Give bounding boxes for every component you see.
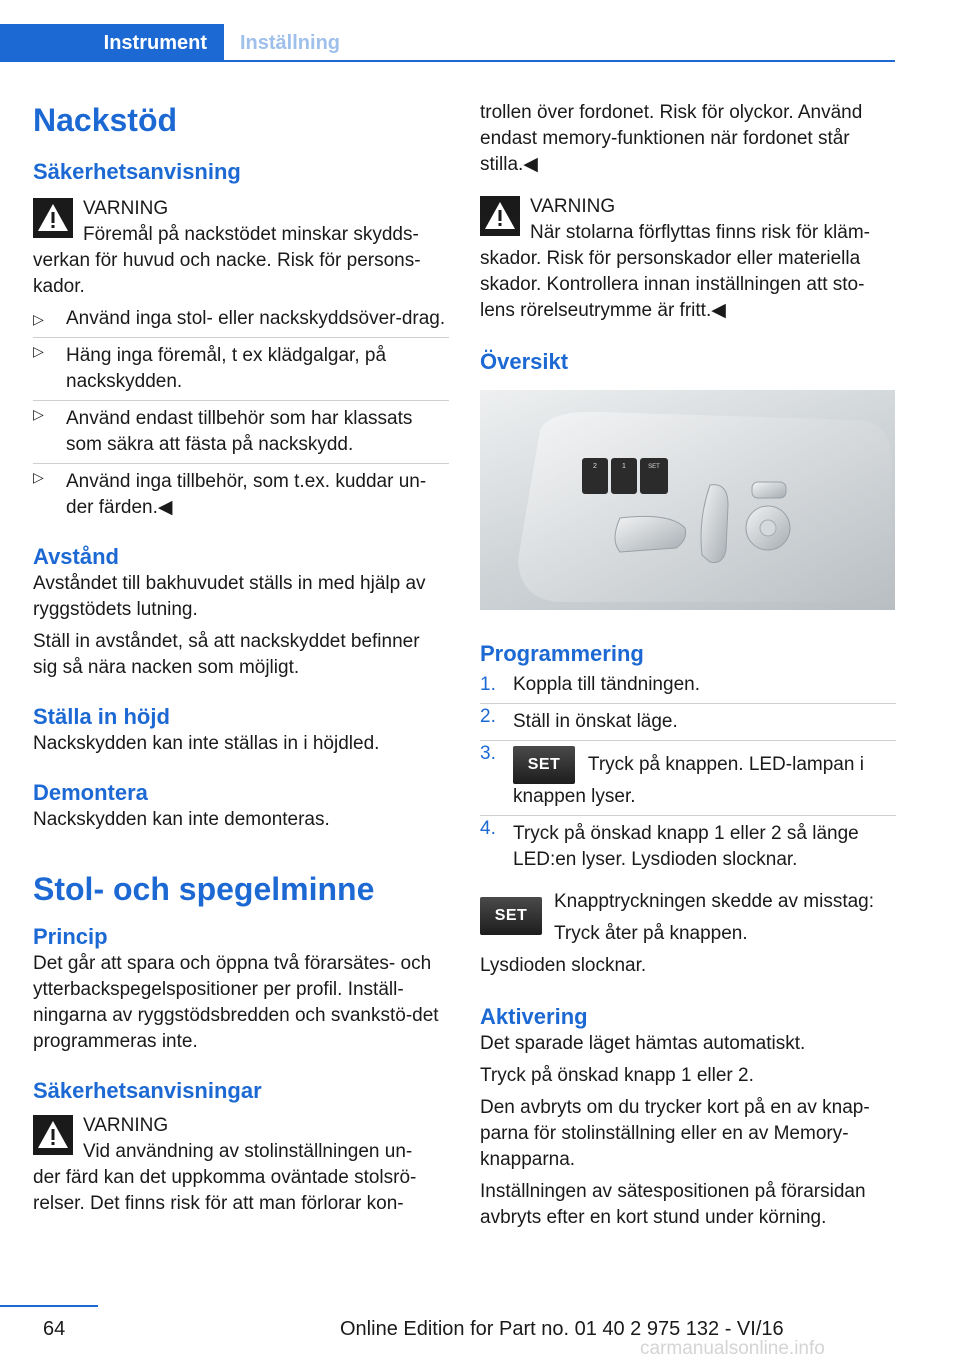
paragraph: Avståndet till bakhuvudet ställs in med hjälp av ryggstödets lutning. [33, 573, 426, 620]
tab-instrument[interactable]: Instrument [0, 24, 224, 62]
seat-memory-controls-photo [480, 390, 895, 610]
warning-text-rest: verkan för huvud och nacke. Risk för persons-kador. [33, 250, 421, 297]
set-button-icon: SET [513, 746, 575, 784]
heading-avstand: Avstånd [33, 544, 119, 569]
warning-label: VARNING [530, 196, 616, 217]
svg-text:1: 1 [622, 463, 626, 470]
warning-block-1 [33, 196, 449, 300]
warning-label: VARNING [83, 1115, 169, 1136]
paragraph: Tryck åter på knappen. [554, 923, 748, 944]
watermark: carmanualsonline.info [640, 1338, 825, 1359]
heading-sakerhetsanvisning: Säkerhetsanvisning [33, 159, 241, 184]
list-item: ▷ Använd inga stol- eller nackskyddsöver-drag. [33, 306, 449, 332]
triangle-bullet-icon: ▷ [33, 311, 44, 327]
triangle-bullet-icon: ▷ [33, 343, 44, 359]
heading-demontera: Demontera [33, 780, 148, 805]
heading-princip: Princip [33, 924, 108, 949]
heading-programmering: Programmering [480, 641, 644, 666]
heading-sakerhetsanvisningar: Säkerhetsanvisningar [33, 1078, 262, 1103]
left-column [33, 100, 449, 1217]
warning-block-2 [33, 1113, 449, 1217]
warning-text-rest: skador. Risk för personskador eller materiella skador. Kontrollera innan inställningen att sto-lens rörelseutrymme är fritt.◀ [480, 248, 865, 321]
edition-note: Online Edition for Part no. 01 40 2 975 132 - VI/16 [340, 1318, 784, 1340]
paragraph: Den avbryts om du trycker kort på en av knap-parna för stolinställning eller en av Memory-knapparna. [480, 1097, 870, 1170]
section-title-nackstod: Nackstöd [33, 102, 178, 138]
paragraph: Det går att spara och öppna två förarsätes- och ytterbackspegelspositioner per profil. Inställ-ningarna av ryggstödsbredden och svankstö-det programmeras inte. [33, 953, 439, 1052]
paragraph: Det sparade läget hämtas automatiskt. [480, 1033, 806, 1054]
warning-text-first-line: Föremål på nackstödet minskar skydds- [83, 224, 419, 245]
paragraph-continued: trollen över fordonet. Risk för olyckor. Använd endast memory-funktionen när fordonet står stilla.◀ [480, 102, 863, 175]
svg-text:2: 2 [593, 463, 597, 470]
header-divider [224, 60, 895, 62]
top-navigation [0, 24, 895, 62]
programming-steps [480, 672, 896, 873]
section-title-memory: Stol- och spegelminne [33, 871, 375, 907]
set-button-icon: SET [480, 897, 542, 935]
triangle-bullet-icon: ▷ [33, 469, 44, 485]
warning-block-3 [480, 194, 896, 324]
warning-triangle-icon [33, 198, 73, 238]
list-item: ▷ Använd endast tillbehör som har klassats som säkra att fästa på nackskydd. [33, 400, 449, 458]
paragraph: Tryck på önskad knapp 1 eller 2. [480, 1065, 754, 1086]
warning-bullet-list [33, 306, 449, 521]
warning-text-first-line: Vid användning av stolinställningen un- [83, 1141, 413, 1162]
list-item: 2. Ställ in önskat läge. [480, 703, 896, 735]
warning-triangle-icon [33, 1115, 73, 1155]
warning-label: VARNING [83, 198, 169, 219]
tab-installning[interactable]: Inställning [240, 31, 340, 54]
seat-controls-illustration [480, 390, 895, 610]
page-number: 64 [43, 1318, 66, 1340]
heading-stalla-in-hojd: Ställa in höjd [33, 704, 170, 729]
svg-text:SET: SET [648, 464, 660, 470]
footer-divider [0, 1305, 98, 1307]
list-item: ▷ Häng inga föremål, t ex klädgalgar, på nackskydden. [33, 337, 449, 395]
triangle-bullet-icon: ▷ [33, 406, 44, 422]
paragraph: Nackskydden kan inte demonteras. [33, 809, 330, 830]
warning-triangle-icon [480, 196, 520, 236]
paragraph: Nackskydden kan inte ställas in i höjdled. [33, 733, 380, 754]
warning-text-first-line: När stolarna förflyttas finns risk för kläm- [530, 222, 870, 243]
paragraph: Inställningen av sätespositionen på förarsidan avbryts efter en kort stund under körning. [480, 1181, 866, 1228]
list-item: 4. Tryck på önskad knapp 1 eller 2 så länge LED:en lyser. Lysdioden slocknar. [480, 815, 896, 873]
list-item: 3. SET Tryck på knappen. LED-lampan i knappen lyser. [480, 740, 896, 810]
heading-oversikt: Översikt [480, 349, 569, 374]
list-item: 1. Koppla till tändningen. [480, 674, 700, 695]
list-item: ▷ Använd inga tillbehör, som t.ex. kuddar un-der färden.◀ [33, 463, 449, 521]
warning-text-rest: der färd kan det uppkomma oväntade stolsrö-relser. Det finns risk för att man förlorar kon- [33, 1167, 417, 1214]
paragraph: Ställ in avståndet, så att nackskyddet befinner sig så nära nacken som möjligt. [33, 631, 420, 678]
mistake-note [480, 889, 896, 947]
right-column [480, 100, 896, 1231]
heading-aktivering: Aktivering [480, 1004, 588, 1029]
paragraph: Knapptryckningen skedde av misstag: [554, 891, 875, 912]
paragraph: Lysdioden slocknar. [480, 955, 647, 976]
